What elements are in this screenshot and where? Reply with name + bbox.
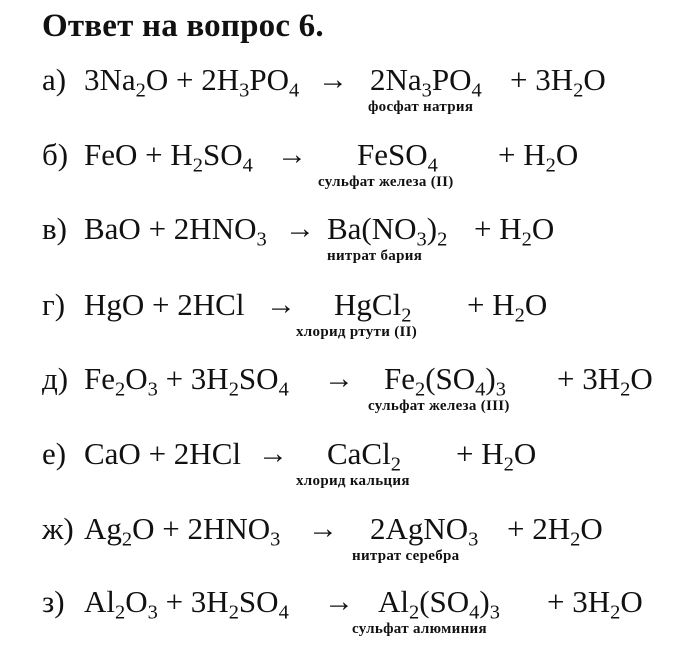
product-salt: $Ba(NO_3)_2$ (327, 211, 448, 251)
reactants: $Fe_2O_3 + 3H_2SO_4$ (84, 361, 289, 401)
reaction-arrow: → (324, 362, 354, 395)
product-water: + $H_2O$ (467, 287, 548, 327)
reaction-letter: д) (42, 361, 69, 396)
reaction-letter: ж) (42, 511, 74, 546)
reaction-letter: а) (42, 62, 67, 97)
salt-name: сульфат алюминия (352, 621, 487, 637)
salt-name: нитрат серебра (352, 548, 460, 564)
reaction-row (0, 357, 700, 429)
reactants: BaO + $2HNO_3$ (84, 211, 267, 251)
page-title: Ответ на вопрос 6. (42, 8, 324, 44)
reactants: FeO + $H_2SO_4$ (84, 137, 253, 177)
salt-name: сульфат железа (II) (318, 174, 454, 190)
product-water: + $3H_2O$ (557, 361, 653, 401)
salt-name: хлорид кальция (296, 473, 410, 489)
reaction-letter: е) (42, 436, 67, 471)
product-salt: HgCl$_2$ (334, 287, 412, 327)
product-water: + $2H_2O$ (507, 511, 603, 551)
reaction-row (0, 207, 700, 279)
reaction-row (0, 580, 700, 652)
reaction-row (0, 283, 700, 355)
reaction-arrow: → (258, 437, 288, 470)
reaction-letter: з) (42, 584, 65, 619)
reactants: CaO + 2HCl (84, 436, 241, 471)
product-salt: 2AgNO$_3$ (370, 511, 479, 551)
reactants: $3Na_2O + 2H_3PO_4$ (84, 62, 300, 102)
salt-name: хлорид ртути (II) (296, 324, 418, 340)
product-water: + $H_2O$ (498, 137, 579, 177)
reaction-arrow: → (324, 585, 354, 618)
reaction-arrow: → (308, 512, 338, 545)
reaction-arrow: → (285, 212, 315, 245)
reaction-row (0, 507, 700, 579)
reaction-row (0, 432, 700, 504)
product-water: + $3H_2O$ (547, 584, 643, 624)
salt-name: нитрат бария (327, 248, 423, 264)
product-water: + $H_2O$ (456, 436, 537, 476)
salt-name: фосфат натрия (368, 99, 474, 115)
product-water: + $H_2O$ (474, 211, 555, 251)
reaction-row (0, 58, 700, 130)
reaction-letter: г) (42, 287, 66, 322)
reaction-arrow: → (277, 138, 307, 171)
salt-name: сульфат железа (III) (368, 398, 510, 414)
reaction-arrow: → (266, 288, 296, 321)
product-salt: FeSO$_4$ (357, 137, 438, 177)
reaction-row (0, 133, 700, 205)
reaction-arrow: → (318, 63, 348, 96)
product-salt: $2Na_3PO_4$ (370, 62, 482, 102)
reactants: HgO + 2HCl (84, 287, 245, 322)
reaction-letter: б) (42, 137, 69, 172)
reaction-letter: в) (42, 211, 67, 246)
product-salt: $Fe_2(SO_4)_3$ (384, 361, 506, 401)
reactants: $Al_2O_3 + 3H_2SO_4$ (84, 584, 289, 624)
product-salt: CaCl$_2$ (327, 436, 401, 476)
product-salt: $Al_2(SO_4)_3$ (378, 584, 500, 624)
product-water: + $3H_2O$ (510, 62, 606, 102)
reactants: $Ag_2O + 2HNO_3$ (84, 511, 281, 551)
